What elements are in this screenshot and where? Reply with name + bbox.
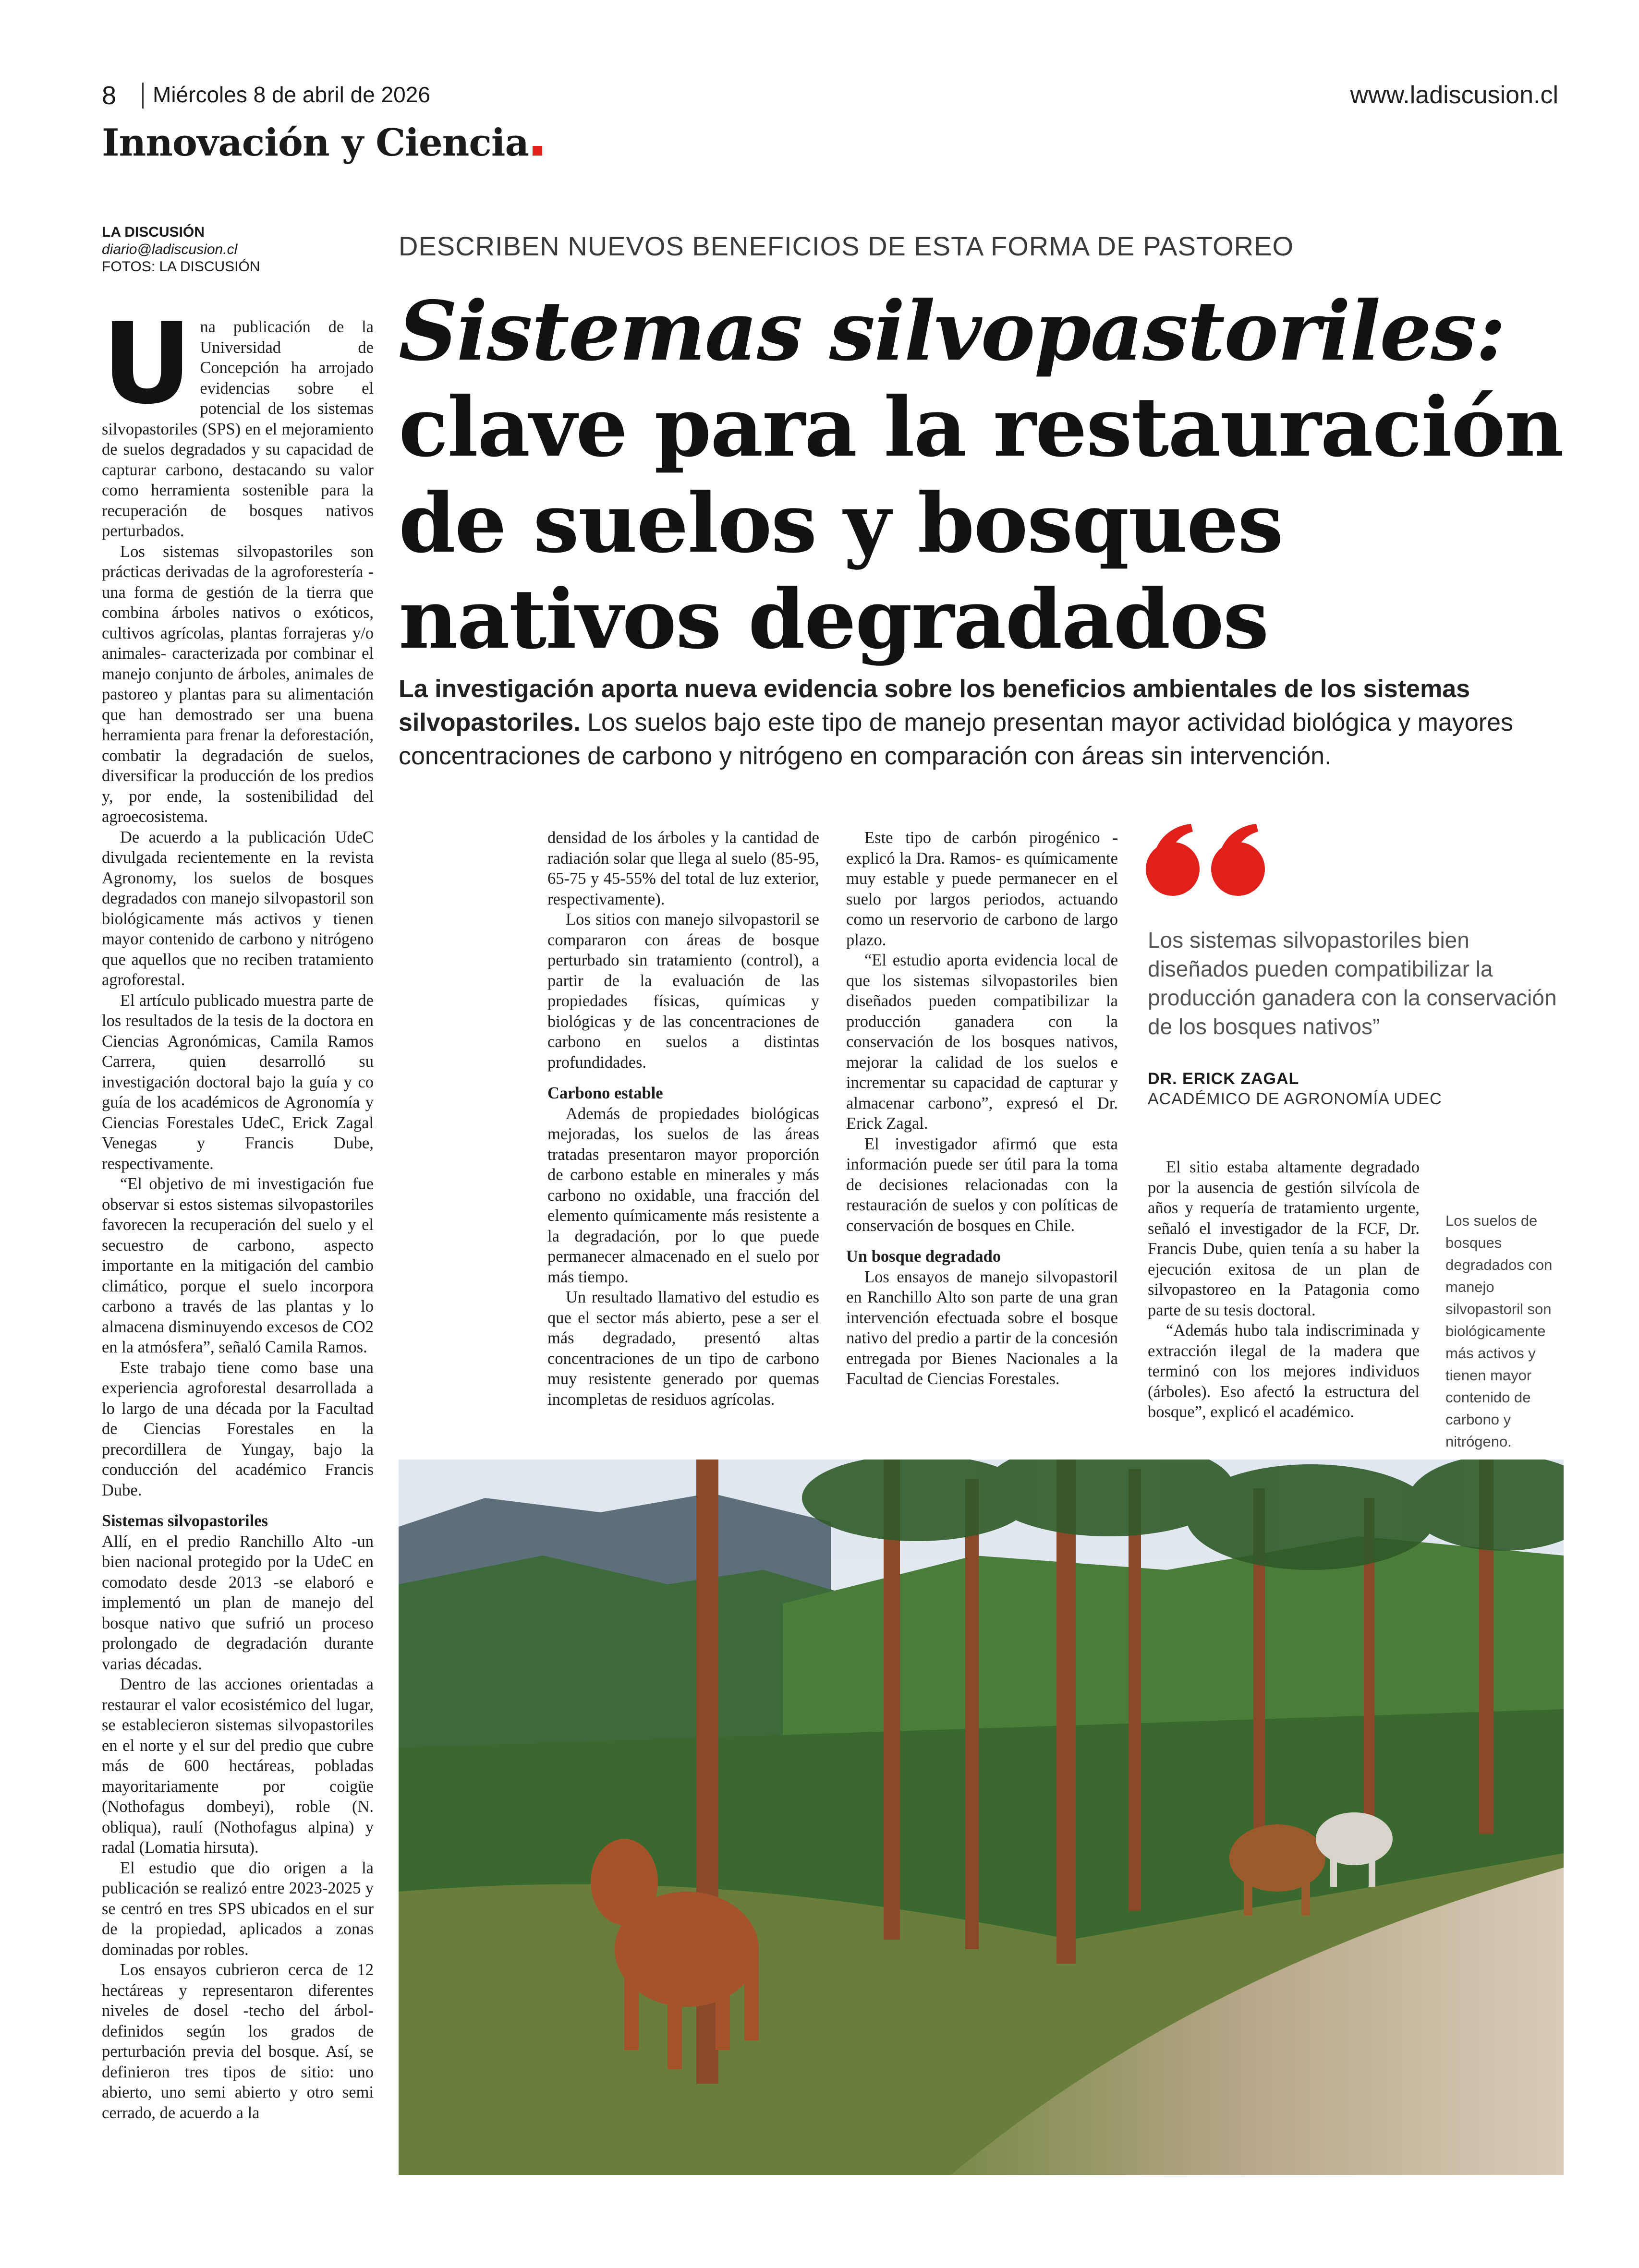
lead-rest: Los suelos bajo este tipo de manejo presentan mayor actividad biológica y mayores concentraciones de carbono y nitrógeno en comparación con áreas sin intervención.	[399, 709, 1514, 770]
byline-credit	[102, 224, 260, 276]
paragraph: Este tipo de carbón pirogénico -explicó la Dra. Ramos- es químicamente muy estable y puede permanecer en el suelo por largos periodos, actuando como un reservorio de carbono de largo plazo.	[846, 829, 1118, 949]
paragraph: “El objetivo de mi investigación fue observar si estos sistemas silvopastoriles favorecen la recuperación del suelo y el secuestro de carbono, aspecto importante en la mitigación del cambio climático, porque el suelo incorpora carbono a través de las plantas y lo almacena disminuyendo excesos de CO2 en la atmósfera”, señaló Camila Ramos.	[102, 1175, 374, 1356]
body-column-1	[102, 299, 374, 2123]
paragraph: El estudio que dio origen a la publicación se realizó entre 2023-2025 y se centró en tres SPS ubicados en el sur de la propiedad, aplicados a zonas dominadas por robles.	[102, 1858, 374, 1959]
headline-line-4: nativos degradados	[399, 571, 1268, 667]
drop-cap: U	[102, 299, 193, 429]
pull-quote-role: ACADÉMICO DE AGRONOMÍA UDEC	[1148, 1090, 1442, 1108]
section-title-text: Innovación y Ciencia	[102, 121, 529, 165]
headline-line-2: clave para la restauración	[399, 379, 1563, 475]
paragraph: Allí, en el predio Ranchillo Alto -un bien nacional protegido por la UdeC en comodato desde 2013 -se elaboró e implementó un plan de manejo del bosque nativo que sufrió un proceso prolongado de degradación durante varias décadas.	[102, 1532, 374, 1673]
paragraph	[102, 299, 374, 542]
paragraph: De acuerdo a la publicación UdeC divulgada recientemente en la revista Agronomy, los suelos de bosques degradados con manejo silvopastoril son biológicamente más activos y tienen mayor contenido de carbono y nitrógeno que aquellos que no reciben tratamiento agroforestal.	[102, 828, 374, 989]
pull-quote-author: DR. ERICK ZAGAL	[1148, 1070, 1299, 1088]
body-column-3	[846, 828, 1118, 1389]
subheading: Carbono estable	[547, 1084, 663, 1102]
subheading: Un bosque degradado	[846, 1247, 1001, 1266]
headline-line-1: Sistemas silvopastoriles:	[399, 283, 1505, 379]
paragraph: Los ensayos cubrieron cerca de 12 hectáreas y representaron diferentes niveles de dosel -techo del árbol- definidos según los grados de perturbación previa del bosque. Así, se definieron tres tipos de sitio: uno abierto, uno semi abierto y otro semi cerrado, de acuerdo a la	[102, 1961, 374, 2122]
credit-outlet: LA DISCUSIÓN	[102, 224, 205, 240]
article-photo-cattle-forest	[399, 1460, 1564, 2175]
headline-line-3: de suelos y bosques	[399, 475, 1283, 571]
photo-caption: Los suelos de bosques degradados con manejo silvopastoril son biológicamente más activos y tienen mayor contenido de carbono y nitrógeno.	[1445, 1212, 1553, 1450]
paragraph: “Además hubo tala indiscriminada y extracción ilegal de la madera que terminó con los mejores individuos (árboles). Eso afectó la estructura del bosque”, explicó el académico.	[1148, 1321, 1420, 1421]
subheading: Sistemas silvopastoriles	[102, 1512, 268, 1530]
paragraph: densidad de los árboles y la cantidad de radiación solar que llega al suelo (85-95, 65-75 y 45-55% del total de luz exterior, respectivamente).	[547, 829, 819, 908]
paragraph: Los sistemas silvopastoriles son prácticas derivadas de la agroforestería -una forma de gestión de la tierra que combina árboles nativos o exóticos, cultivos agrícolas, plantas forrajeras y/o animales- caracterizada por combinar el manejo conjunto de árboles, animales de pastoreo y plantas para su alimentación que han demostrado ser una buena herramienta para frenar la deforestación, combatir la degradación de suelos, diversificar la producción de los predios y, por ende, la sostenibilidad del agroecosistema.	[102, 542, 374, 826]
paragraph: Los ensayos de manejo silvopastoril en Ranchillo Alto son parte de una gran intervención efectuada sobre el bosque nativo del predio a partir de la concesión entregada por Bienes Nacionales a la Facultad de Ciencias Forestales.	[846, 1267, 1118, 1388]
credit-photos: FOTOS: LA DISCUSIÓN	[102, 259, 260, 275]
article-headline	[399, 283, 1570, 667]
section-title	[102, 121, 542, 165]
paragraph: Dentro de las acciones orientadas a restaurar el valor ecosistémico del lugar, se establecieron sistemas silvopastoriles en el norte y el sur del predio que cubre más de 600 hectáreas, pobladas mayoritariamente por coigüe (Nothofagus dombeyi), roble (N. obliqua), raulí (Nothofagus alpina) y radal (Lomatia hirsuta).	[102, 1675, 374, 1857]
paragraph: Este trabajo tiene como base una experiencia agroforestal desarrollada a lo largo de una década por la Facultad de Ciencias Forestales en la precordillera de Yungay, bajo la conducción del académico Francis Dube.	[102, 1358, 374, 1499]
paragraph: Un resultado llamativo del estudio es que el sector más abierto, pese a ser el más degradado, presentó altas concentraciones de un tipo de carbono muy resistente generado por quemas incompletas de residuos agrícolas.	[547, 1288, 819, 1409]
article-kicker: DESCRIBEN NUEVOS BENEFICIOS DE ESTA FORMA DE PASTOREO	[399, 231, 1294, 261]
credit-email[interactable]: diario@ladiscusion.cl	[102, 241, 238, 257]
paragraph: Además de propiedades biológicas mejoradas, los suelos de las áreas tratadas presentaron mayor proporción de carbono estable en minerales y más carbono no oxidable, una fracción del elemento químicamente más resistente a la degradación, por lo que puede permanecer almacenado en el suelo por más tiempo.	[547, 1104, 819, 1286]
lead-bold: La investigación aporta nueva evidencia sobre los beneficios ambientales de los sistemas silvopastoriles.	[399, 675, 1470, 736]
paragraph: El sitio estaba altamente degradado por la ausencia de gestión silvícola de años y requería de tratamiento urgente, señaló el investigador de la FCF, Dr. Francis Dube, quien tenía a su haber la ejecución exitosa de un plan de silvopastoreo en la Patagonia como parte de su tesis doctoral.	[1148, 1158, 1420, 1319]
paragraph: “El estudio aporta evidencia local de que los sistemas silvopastoriles bien diseñados pueden compatibilizar la producción ganadera con la conservación de los bosques nativos, mejorar la calidad de los suelos e incrementar su capacidad de capturar y almacenar carbono”, expresó el Dr. Erick Zagal.	[846, 951, 1118, 1133]
paragraph: Los sitios con manejo silvopastoril se compararon con áreas de bosque perturbado sin tratamiento (control), a partir de la evaluación de las propiedades físicas, químicas y biológicas y de las concentraciones de carbono en suelos a distintas profundidades.	[547, 910, 819, 1072]
pull-quote-text: Los sistemas silvopastoriles bien diseñados pueden compatibilizar la producción ganadera con la conservación de los bosques nativos”	[1148, 928, 1557, 1039]
body-column-4	[1148, 1157, 1420, 1423]
quote-mark-icon	[1143, 821, 1273, 898]
article-lead	[399, 672, 1561, 773]
paragraph-text: na publicación de la Universidad de Concepción ha arrojado evidencias sobre el potencial de los sistemas silvopastoriles (SPS) en el mejoramiento de suelos degradados y su capacidad de capturar carbono, destacando su valor como herramienta sostenible para la recuperación de bosques nativos perturbados.	[102, 318, 374, 540]
paragraph: El artículo publicado muestra parte de los resultados de la tesis de la doctora en Ciencias Agronómicas, Camila Ramos Carrera, quien desarrolló su investigación doctoral bajo la guía y co guía de los académicos de Agronomía y Ciencias Forestales UdeC, Erick Zagal Venegas y Francis Dube, respectivamente.	[102, 991, 374, 1173]
header-divider	[142, 83, 144, 109]
body-column-2	[547, 828, 819, 1410]
page-number: 8	[102, 81, 117, 110]
paragraph: El investigador afirmó que esta información puede ser útil para la toma de decisiones relacionadas con la restauración de suelos y con políticas de conservación de bosques en Chile.	[846, 1134, 1118, 1235]
page-date: Miércoles 8 de abril de 2026	[153, 82, 430, 107]
section-dot	[533, 146, 542, 156]
site-url[interactable]: www.ladiscusion.cl	[1350, 81, 1558, 109]
